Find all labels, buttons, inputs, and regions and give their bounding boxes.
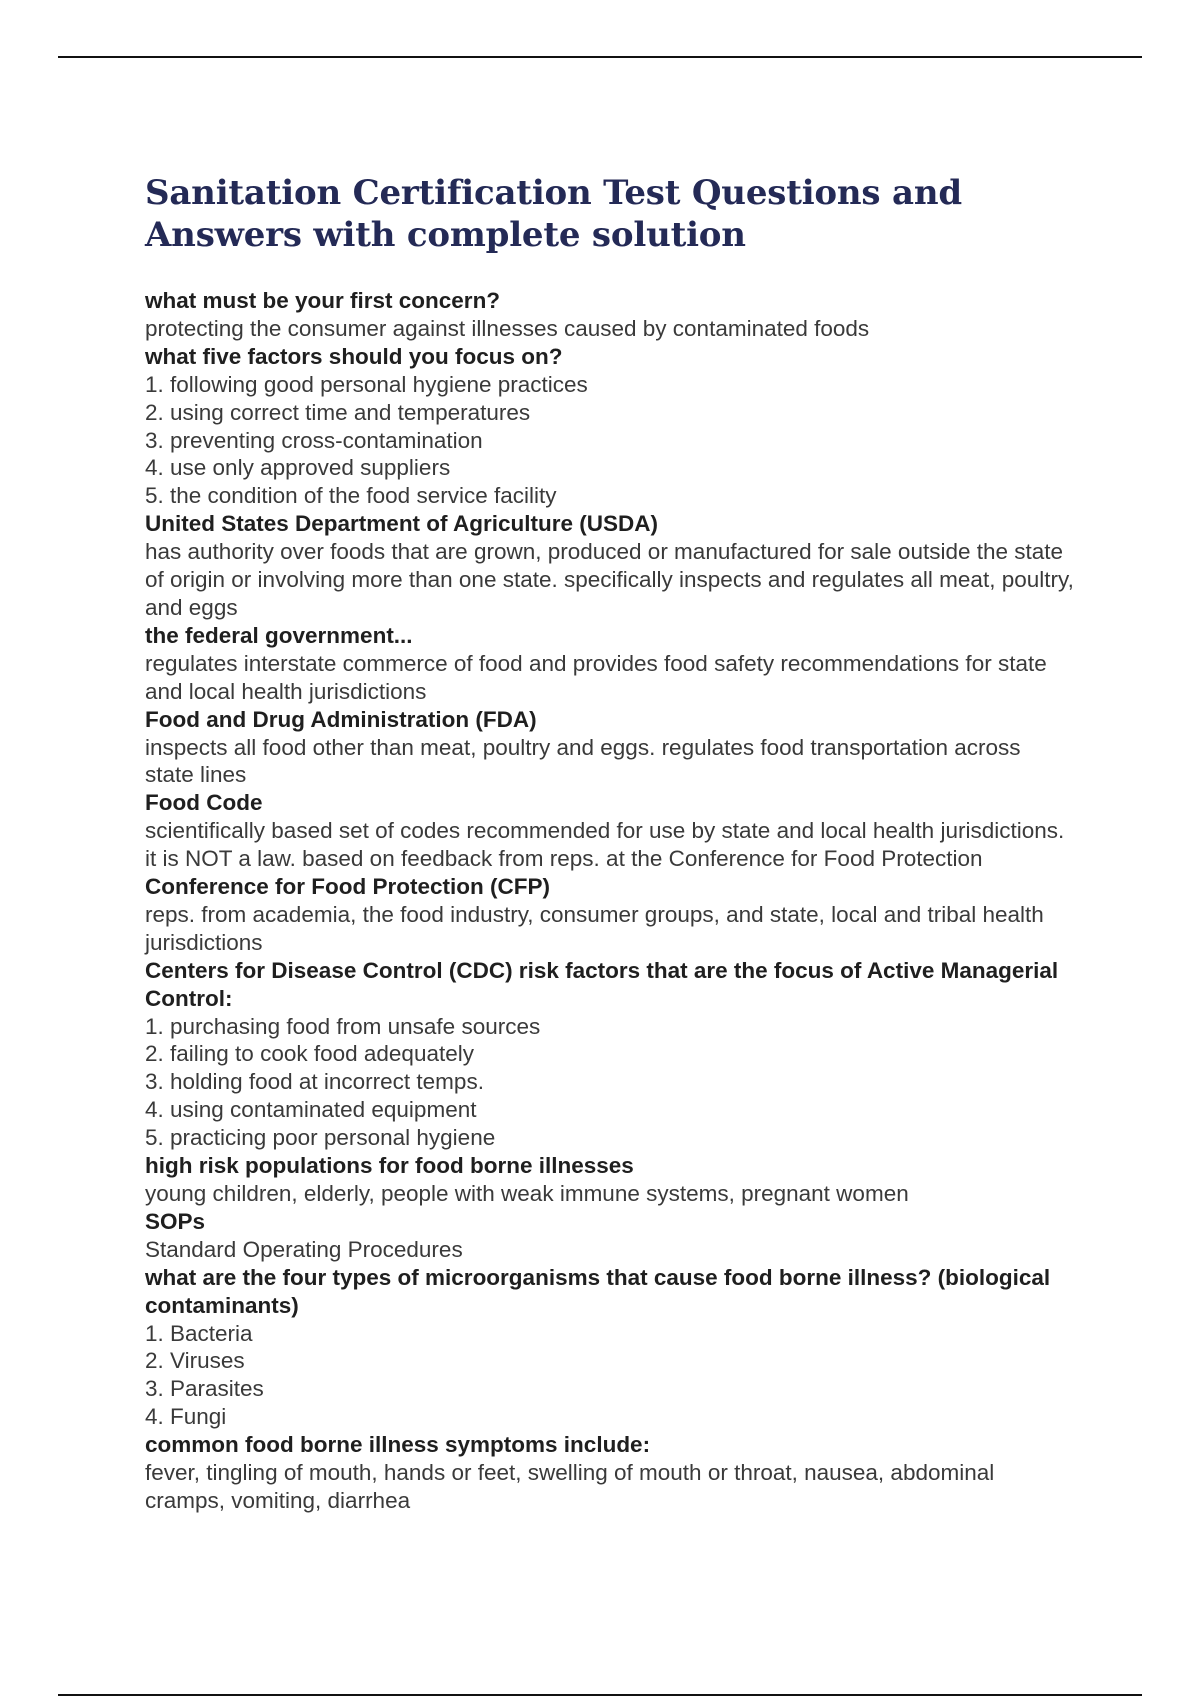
answer-list-item: 3. holding food at incorrect temps. [145,1069,484,1095]
answer: scientifically based set of codes recommended for use by state and local health jurisdictions. it is NOT a law. based on feedback from reps. at the Conference for Food Protection [145,818,1065,872]
answer-list-item: 4. use only approved suppliers [145,455,451,481]
qa-item [145,1431,1075,1515]
question: the federal government... [145,622,413,648]
question: SOPs [145,1208,206,1234]
qa-item [145,873,1075,957]
qa-list [145,287,1075,1515]
answer-list-item: 1. following good personal hygiene practices [145,371,588,397]
answer-list [145,1320,1075,1432]
answer: regulates interstate commerce of food and provides food safety recommendations for state and local health jurisdictions [145,650,1047,704]
qa-item [145,287,1075,343]
answer-list-item: 5. practicing poor personal hygiene [145,1125,496,1151]
top-rule [58,56,1142,58]
question: what five factors should you focus on? [145,343,563,369]
question: Food and Drug Administration (FDA) [145,706,537,732]
document-title: Sanitation Certification Test Questions and Answers with complete solution [145,173,962,255]
answer-list-item: 2. Viruses [145,1348,245,1374]
qa-item [145,343,1075,510]
qa-item [145,510,1075,622]
answer-list-item: 3. preventing cross-contamination [145,427,483,453]
question: what must be your first concern? [145,288,501,313]
question: high risk populations for food borne illnesses [145,1153,634,1179]
answer-list-item: 2. using correct time and temperatures [145,399,531,425]
answer-list-item: 1. Bacteria [145,1320,253,1346]
answer: reps. from academia, the food industry, consumer groups, and state, local and tribal health jurisdictions [145,901,1044,955]
answer-list-item: 3. Parasites [145,1376,264,1402]
qa-item [145,1208,1075,1264]
qa-item [145,622,1075,706]
answer: young children, elderly, people with weak immune systems, pregnant women [145,1181,909,1206]
answer-list-item: 1. purchasing food from unsafe sources [145,1013,541,1039]
answer-list-item: 4. using contaminated equipment [145,1097,477,1123]
bottom-rule [58,1694,1142,1696]
qa-item [145,1264,1075,1431]
answer-list [145,1013,1075,1153]
answer: has authority over foods that are grown, produced or manufactured for sale outside the state of origin or involving more than one state. specifically inspects and regulates all meat, poultry, and eggs [145,539,1074,620]
question: what are the four types of microorganisms that cause food borne illness? (biological contaminants) [145,1264,1051,1318]
question: common food borne illness symptoms include: [145,1432,651,1458]
qa-item [145,789,1075,873]
question: Food Code [145,790,263,816]
qa-item [145,1152,1075,1208]
qa-item [145,706,1075,790]
answer-list-item: 2. failing to cook food adequately [145,1041,474,1067]
answer-list [145,371,1075,511]
answer: inspects all food other than meat, poultry and eggs. regulates food transportation across state lines [145,734,1021,788]
answer-list-item: 5. the condition of the food service facility [145,483,557,509]
qa-item [145,957,1075,1152]
question: Conference for Food Protection (CFP) [145,874,550,900]
answer: fever, tingling of mouth, hands or feet, swelling of mouth or throat, nausea, abdominal cramps, vomiting, diarrhea [145,1460,995,1513]
answer-list-item: 4. Fungi [145,1404,227,1430]
answer: Standard Operating Procedures [145,1236,463,1262]
question: United States Department of Agriculture (USDA) [145,511,658,537]
question: Centers for Disease Control (CDC) risk factors that are the focus of Active Managerial Control: [145,957,1059,1011]
answer: protecting the consumer against illnesses caused by contaminated foods [145,315,870,341]
